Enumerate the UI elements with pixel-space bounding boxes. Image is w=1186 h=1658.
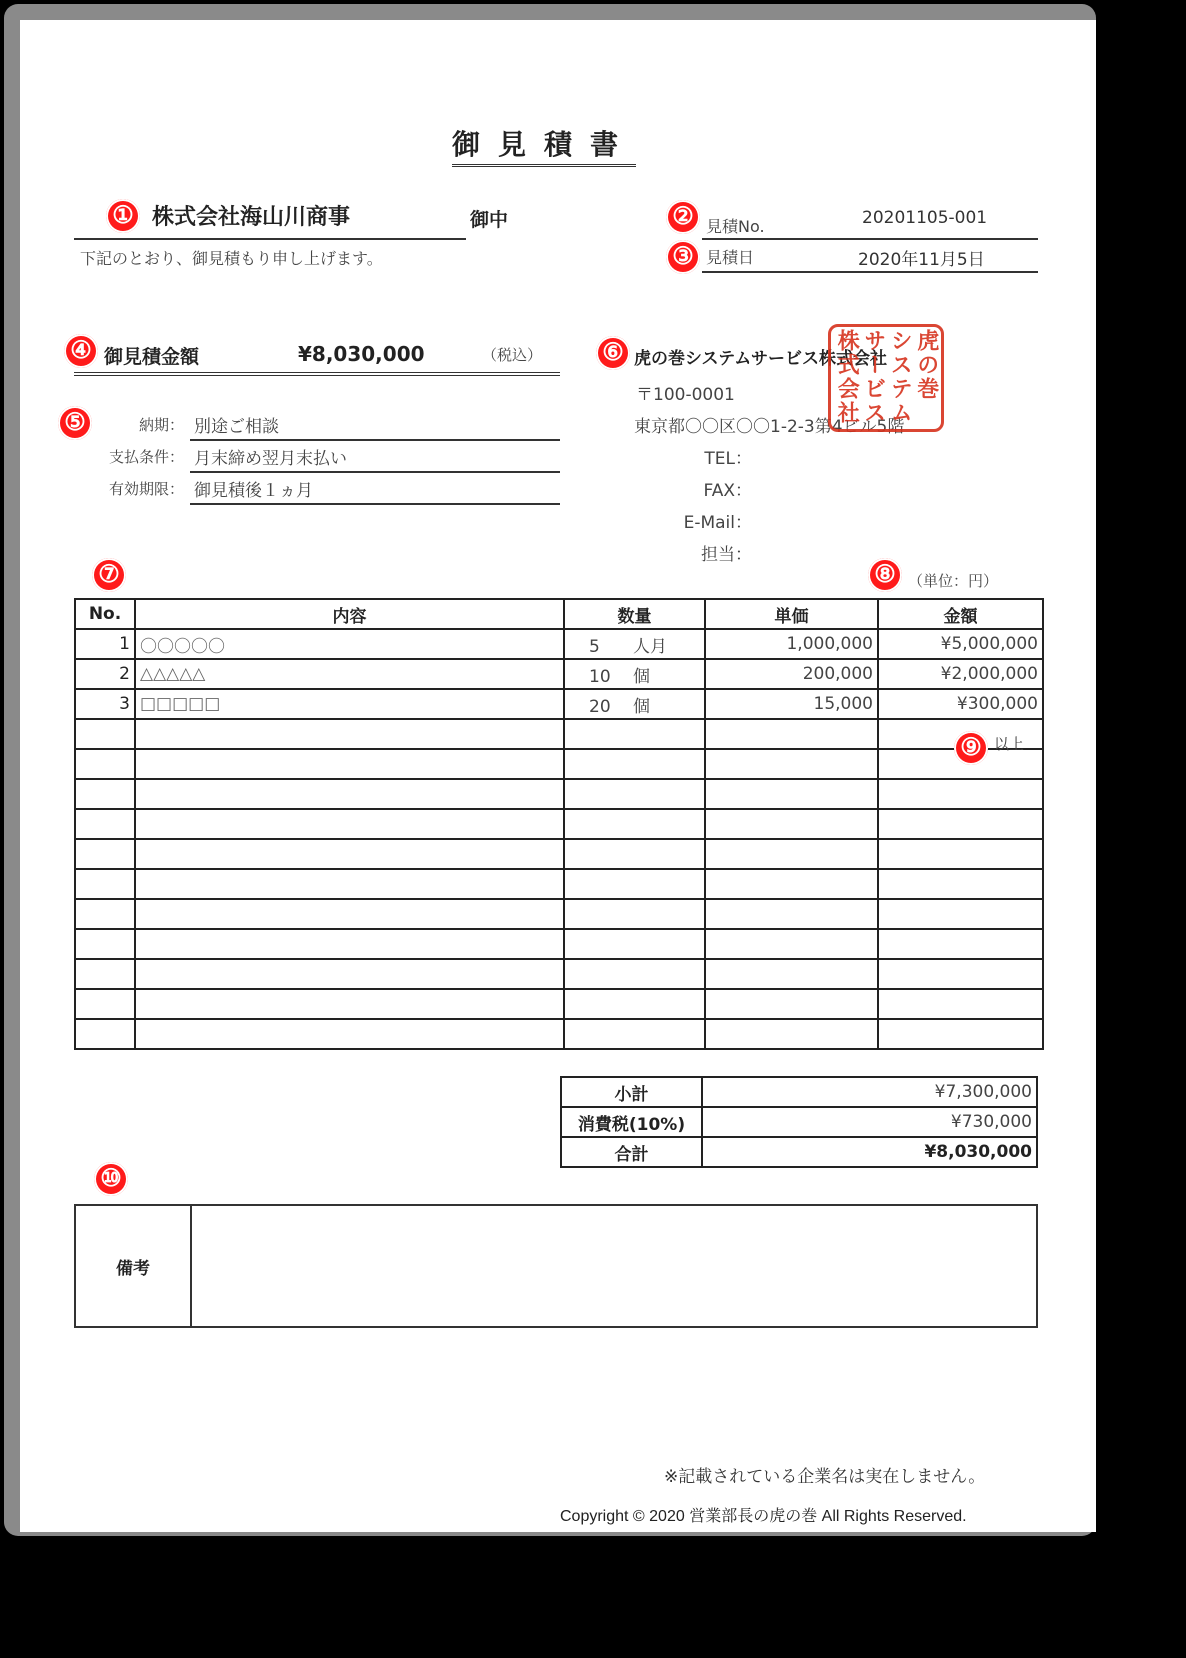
total-row <box>561 1137 1037 1167</box>
row-amount: ¥5,000,000 <box>878 629 1043 659</box>
tax-row <box>561 1107 1037 1137</box>
line-items-table <box>74 598 1044 1050</box>
seal-column-2: システム <box>887 329 913 425</box>
header-description: 内容 <box>135 599 564 629</box>
estimate-amount-label: 御見積金額 <box>104 346 200 368</box>
tax-value: ¥730,000 <box>702 1107 1037 1137</box>
total-label: 合計 <box>561 1137 702 1167</box>
issuer-postal-code: 〒100-0001 <box>636 385 735 405</box>
estimate-no-underline <box>702 238 1038 240</box>
fax-label: FAX： <box>703 481 752 501</box>
annotation-badge-8: ⑧ <box>868 558 902 592</box>
client-name: 株式会社海山川商事 <box>152 205 351 230</box>
tax-included-note: （税込） <box>482 346 543 364</box>
fictional-company-notice: ※記載されている企業名は実在しません。 <box>664 1467 986 1487</box>
table-row-empty <box>75 809 1043 839</box>
row-amount: ¥300,000 <box>878 689 1043 719</box>
annotation-badge-9: ⑨ <box>954 731 988 765</box>
estimate-date-underline <box>702 271 1038 273</box>
table-row-empty <box>75 749 1043 779</box>
table-row <box>75 689 1043 719</box>
quantity-value: 20 <box>589 696 611 717</box>
estimate-date-value: 2020年11月5日 <box>858 250 985 270</box>
issuer-address: 東京都〇〇区〇〇1-2-3第4ビル5階 <box>634 417 905 437</box>
delivery-value: 別途ご相談 <box>194 417 279 437</box>
quantity-unit: 個 <box>633 666 650 687</box>
client-underline <box>74 238 466 240</box>
table-header-row <box>75 599 1043 629</box>
annotation-badge-6: ⑥ <box>596 336 630 370</box>
payment-terms-value: 月末締め翌月末払い <box>194 449 347 469</box>
estimate-no-value: 20201105-001 <box>862 208 988 228</box>
header-unit-price: 単価 <box>705 599 878 629</box>
row-quantity <box>564 659 705 689</box>
contact-person-label: 担当： <box>701 545 752 565</box>
end-of-items-note: 以上 <box>994 735 1025 753</box>
header-quantity: 数量 <box>564 599 705 629</box>
subtotal-value: ¥7,300,000 <box>702 1077 1037 1107</box>
row-unit-price: 200,000 <box>705 659 878 689</box>
table-row-empty <box>75 779 1043 809</box>
table-row-empty <box>75 929 1043 959</box>
subtotal-row <box>561 1077 1037 1107</box>
row-description: 〇〇〇〇〇 <box>135 629 564 659</box>
row-quantity <box>564 629 705 659</box>
header-amount: 金額 <box>878 599 1043 629</box>
remarks-content <box>192 1206 1036 1326</box>
tax-label: 消費税(10%) <box>561 1107 702 1137</box>
row-quantity <box>564 689 705 719</box>
seal-column-3: サービス <box>860 329 886 425</box>
issuer-company-name: 虎の巻システムサービス株式会社 <box>634 349 887 369</box>
annotation-badge-2: ② <box>666 200 700 234</box>
estimate-amount-value: ¥8,030,000 <box>298 342 425 366</box>
validity-value: 御見積後１ヵ月 <box>194 481 313 501</box>
estimate-date-label: 見積日 <box>706 248 755 267</box>
table-row <box>75 629 1043 659</box>
row-description: □□□□□ <box>135 689 564 719</box>
estimate-no-label: 見積No. <box>706 217 765 236</box>
table-row-empty <box>75 719 1043 749</box>
table-row-empty <box>75 1019 1043 1049</box>
table-row-empty <box>75 869 1043 899</box>
quantity-value: 10 <box>589 666 611 687</box>
tel-label: TEL： <box>704 449 752 469</box>
quantity-unit: 人月 <box>633 636 667 657</box>
seal-column-1: 虎の巻 <box>913 329 939 401</box>
delivery-underline <box>190 439 560 441</box>
row-no: 3 <box>75 689 135 719</box>
payment-terms-underline <box>190 471 560 473</box>
email-label: E-Mail： <box>683 513 752 533</box>
payment-terms-label: 支払条件： <box>108 448 184 466</box>
client-honorific: 御中 <box>470 209 509 231</box>
annotation-badge-7: ⑦ <box>92 558 126 592</box>
row-unit-price: 15,000 <box>705 689 878 719</box>
row-amount: ¥2,000,000 <box>878 659 1043 689</box>
delivery-label: 納期： <box>138 416 184 434</box>
quantity-unit: 個 <box>633 696 650 717</box>
table-row <box>75 659 1043 689</box>
row-no: 1 <box>75 629 135 659</box>
annotation-badge-10: ⑩ <box>94 1162 128 1196</box>
intro-text: 下記のとおり、御見積もり申し上げます。 <box>80 249 383 268</box>
annotation-badge-1: ① <box>106 199 140 233</box>
seal-column-4: 株式会社 <box>834 329 860 425</box>
row-unit-price: 1,000,000 <box>705 629 878 659</box>
quantity-value: 5 <box>589 636 600 657</box>
header-no: No. <box>75 599 135 629</box>
row-description: △△△△△ <box>135 659 564 689</box>
totals-table <box>560 1076 1038 1168</box>
remarks-box <box>74 1204 1038 1328</box>
annotation-badge-4: ④ <box>64 334 98 368</box>
table-row-empty <box>75 839 1043 869</box>
total-value: ¥8,030,000 <box>702 1137 1037 1167</box>
table-row-empty <box>75 959 1043 989</box>
validity-label: 有効期限： <box>108 480 184 498</box>
annotation-badge-3: ③ <box>666 240 700 274</box>
annotation-badge-5: ⑤ <box>58 406 92 440</box>
subtotal-label: 小計 <box>561 1077 702 1107</box>
company-seal-stamp <box>828 324 944 432</box>
table-row-empty <box>75 989 1043 1019</box>
copyright-text: Copyright © 2020 営業部長の虎の巻 All Rights Reserved. <box>560 1508 967 1525</box>
document-title: 御見積書 <box>452 128 636 167</box>
validity-underline <box>190 503 560 505</box>
unit-note: （単位：円） <box>908 572 999 590</box>
table-row-empty <box>75 899 1043 929</box>
remarks-label: 備考 <box>76 1206 192 1326</box>
row-no: 2 <box>75 659 135 689</box>
amount-double-underline <box>74 372 560 378</box>
